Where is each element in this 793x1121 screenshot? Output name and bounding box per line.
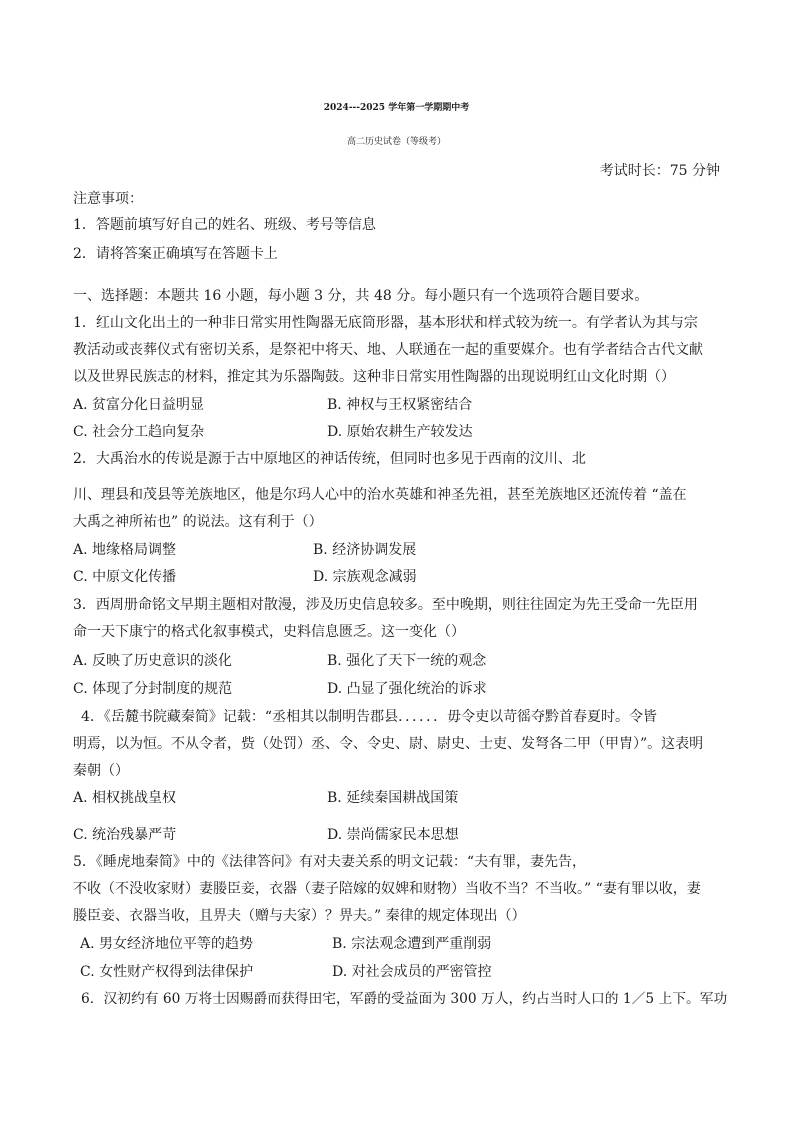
exam-title: 2024---2025 学年第一学期期中考 [323,103,470,113]
option-d: D. 宗族观念减弱 [313,569,417,585]
option-a: A. 反映了历史意识的淡化 [73,653,233,669]
question-text: 不收（不没收家财）妻媵臣妾，衣器（妻子陪嫁的奴婢和财物）当收不当？不当收。” “妻有罪以收，妻 [73,881,701,897]
notice-heading: 注意事项： [73,191,143,207]
option-c: C. 社会分工趋向复杂 [73,424,205,440]
question-text: 媵臣妾、衣器当收，且畀夫（赠与夫家）？畀夫。” 秦律的规定体现出（） [73,908,526,924]
notice-item: 2．请将答案正确填写在答题卡上 [73,246,278,262]
option-a: A. 地缘格局调整 [73,542,177,558]
option-a: A. 相权挑战皇权 [73,790,177,806]
option-c: C. 体现了分封制度的规范 [73,681,233,697]
option-a: A. 贫富分化日益明显 [73,397,205,413]
question-text: 1．红山文化出土的一种非日常实用性陶器无底筒形器，基本形状和样式较为统一。有学者认为其与宗 [73,315,698,331]
question-text: 3．西周册命铭文早期主题相对散漫，涉及历史信息较多。至中晚期，则往往固定为先王受命一先臣用 [73,597,698,613]
option-b: B. 宗法观念遭到严重削弱 [332,936,492,952]
option-d: D. 凸显了强化统治的诉求 [327,681,487,697]
question-text: 明焉，以为恒。不从令者，赀（处罚）丞、令、令史、尉、尉史、士吏、发弩各二甲（甲胄）”。这表明 [73,736,704,752]
question-text: 2．大禹治水的传说是源于古中原地区的神话传统，但同时也多见于西南的汶川、北 [73,451,586,467]
option-c: C. 统治残暴严苛 [73,827,177,843]
question-text: 以及世界民族志的材料，推定其为乐器陶鼓。这种非日常实用性陶器的出现说明红山文化时期（） [73,369,675,385]
section-intro: 一、选择题：本题共 16 小题，每小题 3 分，共 48 分。每小题只有一个选项符合题目要求。 [73,288,649,304]
option-c: C. 女性财产权得到法律保护 [80,964,254,980]
option-d: D. 对社会成员的严密管控 [332,964,492,980]
exam-subtitle: 高二历史试卷（等级考） [346,137,446,147]
question-text: 5．《睡虎地秦简》中的《法律答问》有对夫妻关系的明文记载：“夫有罪，妻先告， [73,854,587,870]
question-text: 4．《岳麓书院藏秦简》记载：“丞相其以制明告郡县．．．．．．毋令吏以苛徭夺黔首春夏时。令皆 [81,709,658,725]
option-a: A. 男女经济地位平等的趋势 [80,936,254,952]
option-b: B. 神权与王权紧密结合 [327,397,473,413]
question-text: 命一天下康宁的格式化叙事模式，史料信息匮乏。这一变化（） [73,624,465,640]
option-c: C. 中原文化传播 [73,569,177,585]
question-text: 大禹之神所祐也” 的说法。这有利于（） [73,514,323,530]
question-text: 川、理县和茂县等羌族地区，他是尔玛人心中的治水英雄和神圣先祖，甚至羌族地区还流传着 “盖在 [73,487,687,503]
question-text: 教活动或丧葬仪式有密切关系，是祭祀中将天、地、人联通在一起的重要媒介。也有学者结合古代文献 [73,342,703,358]
option-d: D. 原始农耕生产较发达 [327,424,473,440]
option-d: D. 崇尚儒家民本思想 [327,827,459,843]
notice-item: 1．答题前填写好自己的姓名、班级、考号等信息 [73,217,376,233]
option-b: B. 强化了天下一统的观念 [327,653,487,669]
exam-duration: 考试时长：75 分钟 [599,163,720,179]
question-text: 秦朝（） [73,763,129,779]
option-b: B. 延续秦国耕战国策 [327,790,459,806]
question-text: 6．汉初约有 60 万将士因赐爵而获得田宅，军爵的受益面为 300 万人，约占当时人口的 1／5 上下。军功 [81,991,728,1007]
option-b: B. 经济协调发展 [313,542,417,558]
